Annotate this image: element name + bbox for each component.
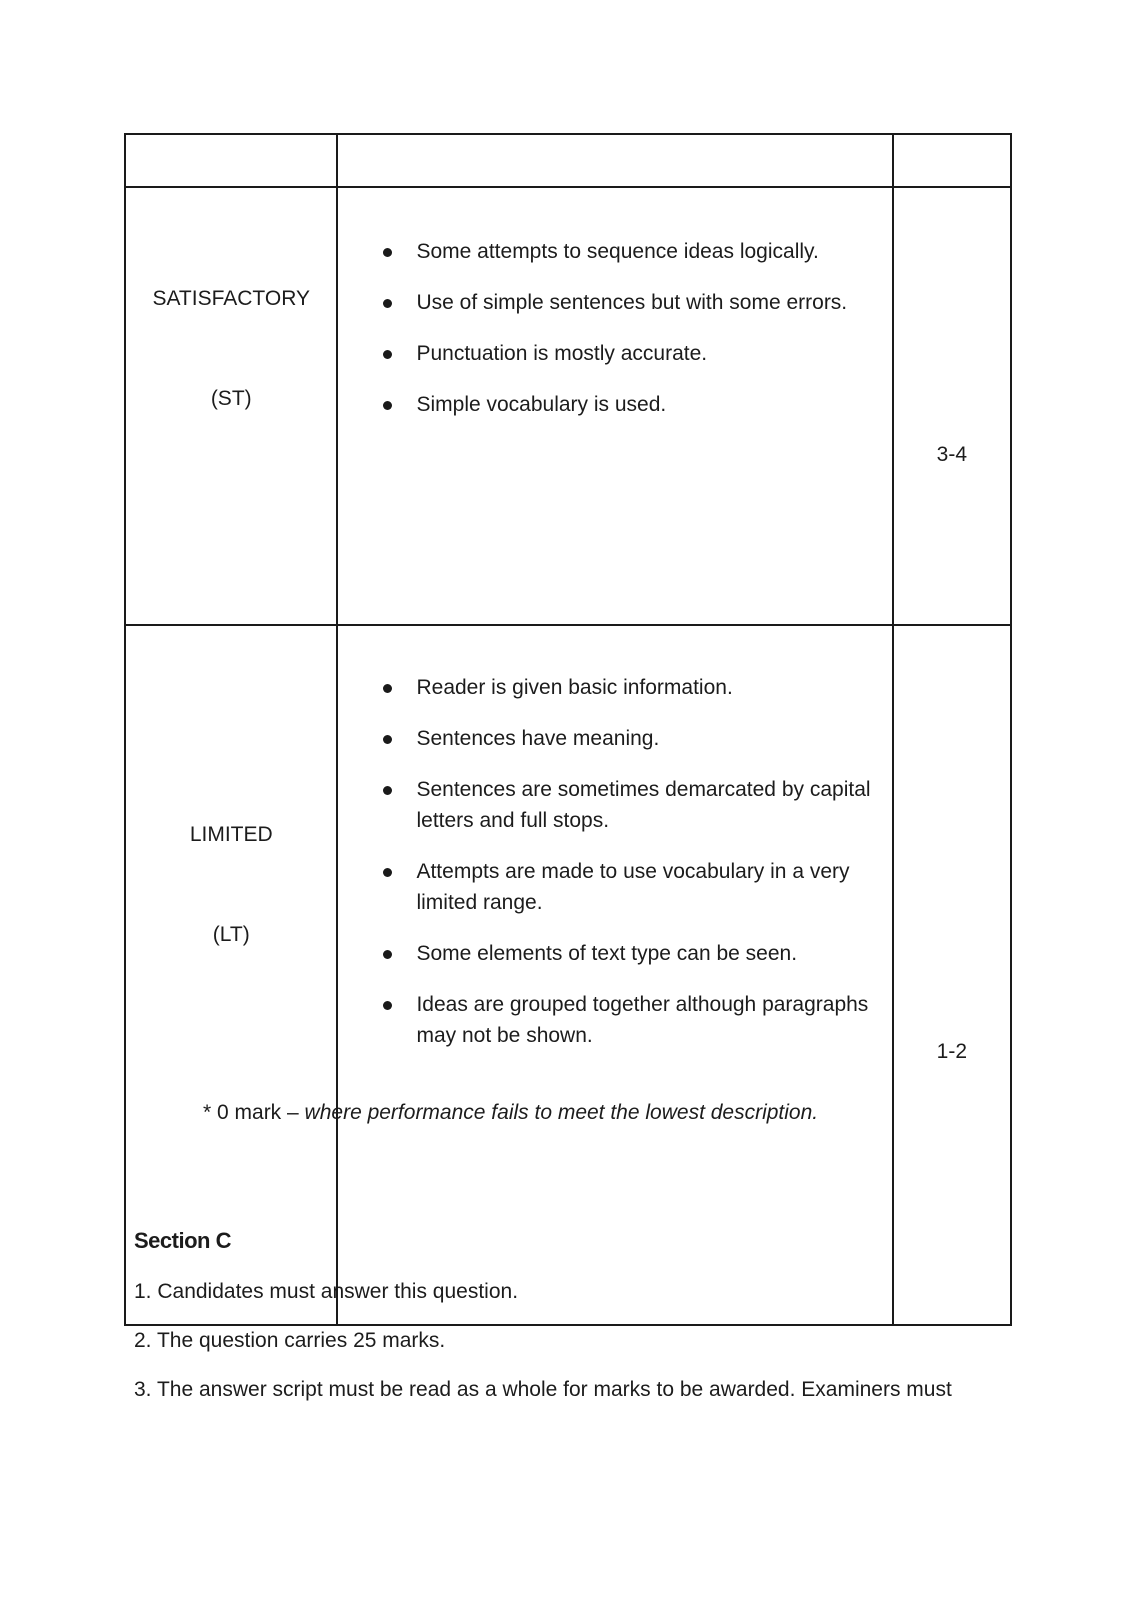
descriptor-item: Reader is given basic information. xyxy=(416,672,871,703)
descriptor-item: Sentences have meaning. xyxy=(416,723,871,754)
rubric-header-row xyxy=(125,134,1011,187)
bullet-icon xyxy=(383,299,392,308)
descriptor-item: Attempts are made to use vocabulary in a very limited range. xyxy=(416,856,871,918)
level-name: SATISFACTORY xyxy=(152,287,310,310)
bullet-icon xyxy=(383,684,392,693)
bullet-icon xyxy=(383,868,392,877)
rubric-row-satisfactory xyxy=(125,187,1011,625)
level-name: LIMITED xyxy=(189,823,273,846)
level-cell xyxy=(125,625,337,1325)
descriptor-item: Punctuation is mostly accurate. xyxy=(416,338,871,369)
mark-range-cell: 1-2 xyxy=(893,625,1011,1325)
descriptor-list xyxy=(338,672,891,1051)
descriptor-list xyxy=(338,236,891,420)
marking-rubric-table xyxy=(124,133,1012,1326)
bullet-icon xyxy=(383,950,392,959)
instruction-item: 3. The answer script must be read as a whole for marks to be awarded. Examiners must xyxy=(134,1378,952,1401)
rubric-row-limited xyxy=(125,625,1011,1325)
descriptor-item: Sentences are sometimes demarcated by capital letters and full stops. xyxy=(416,774,871,836)
instruction-item: 1. Candidates must answer this question. xyxy=(134,1280,519,1303)
level-code: (ST) xyxy=(210,387,252,410)
header-description-cell xyxy=(337,134,892,187)
footnote-text: where performance fails to meet the lowest description. xyxy=(304,1101,819,1124)
bullet-icon xyxy=(383,350,392,359)
descriptor-item: Some attempts to sequence ideas logically. xyxy=(416,236,871,267)
header-mark-cell xyxy=(893,134,1011,187)
bullet-icon xyxy=(383,786,392,795)
descriptor-cell xyxy=(337,625,892,1325)
descriptor-cell xyxy=(337,187,892,625)
descriptor-item: Use of simple sentences but with some errors. xyxy=(416,287,871,318)
bullet-icon xyxy=(383,1001,392,1010)
section-title: Section C xyxy=(134,1228,231,1253)
bullet-icon xyxy=(383,735,392,744)
bullet-icon xyxy=(383,401,392,410)
descriptor-item: Simple vocabulary is used. xyxy=(416,389,871,420)
instruction-item: 2. The question carries 25 marks. xyxy=(134,1329,446,1352)
descriptor-item: Ideas are grouped together although paragraphs may not be shown. xyxy=(416,989,871,1051)
zero-mark-footnote xyxy=(203,1099,818,1127)
level-code: (LT) xyxy=(212,923,250,946)
level-cell xyxy=(125,187,337,625)
section-instructions-list xyxy=(134,1276,994,1423)
footnote-prefix: * 0 mark – xyxy=(203,1101,305,1124)
bullet-icon xyxy=(383,248,392,257)
descriptor-item: Some elements of text type can be seen. xyxy=(416,938,871,969)
mark-range-cell: 3-4 xyxy=(893,187,1011,625)
header-level-cell xyxy=(125,134,337,187)
